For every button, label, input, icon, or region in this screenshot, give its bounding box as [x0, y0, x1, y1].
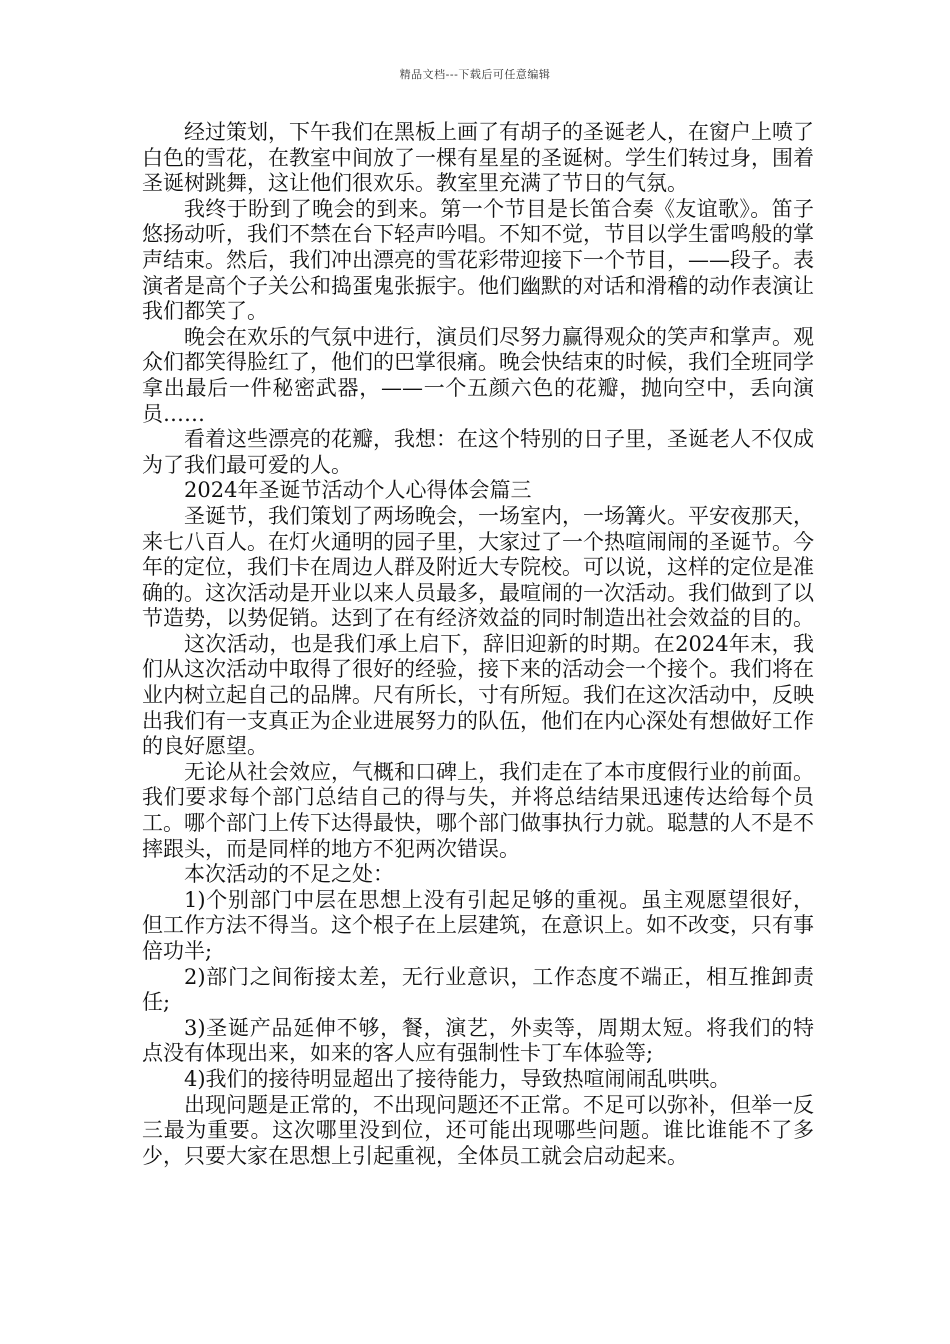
- paragraph: 本次活动的不足之处：: [184, 862, 394, 887]
- paragraph: 无论从社会效应，气概和口碑上，我们走在了本市度假行业的前面。我们要求每个部门总结自己的得与失，并将总结结果迅速传达给每个员工。哪个部门上传下达得最快，哪个部门做事执行力就。聪慧的人不是不摔跟头，而是同样的地方不犯两次错误。: [142, 759, 814, 861]
- list-item: 1)个别部门中层在思想上没有引起足够的重视。虽主观愿望很好，但工作方法不得当。这个根子在上层建筑，在意识上。如不改变，只有事倍功半;: [142, 887, 814, 963]
- paragraph: 我终于盼到了晚会的到来。第一个节目是长笛合奏《友谊歌》。笛子悠扬动听，我们不禁在台下轻声吟唱。不知不觉，节目以学生雷鸣般的掌声结束。然后，我们冲出漂亮的雪花彩带迎接下一个节目，——段子。表演者是高个子关公和捣蛋鬼张振宇。他们幽默的对话和滑稽的动作表演让我们都笑了。: [142, 196, 814, 324]
- document-body: [142, 120, 814, 1169]
- paragraph: 晚会在欢乐的气氛中进行，演员们尽努力赢得观众的笑声和掌声。观众们都笑得脸红了，他们的巴掌很痛。晚会快结束的时候，我们全班同学拿出最后一件秘密武器，——一个五颜六色的花瓣，抛向空中，丢向演员……: [142, 324, 814, 426]
- list-item: 2)部门之间衔接太差，无行业意识，工作态度不端正，相互推卸责任;: [142, 964, 814, 1015]
- paragraph: 这次活动，也是我们承上启下，辞旧迎新的时期。在2024年末，我们从这次活动中取得了很好的经验，接下来的活动会一个接个。我们将在业内树立起自己的品牌。尺有所长，寸有所短。我们在这次活动中，反映出我们有一支真正为企业进展努力的队伍，他们在内心深处有想做好工作的良好愿望。: [142, 631, 814, 759]
- paragraph: 经过策划，下午我们在黑板上画了有胡子的圣诞老人，在窗户上喷了白色的雪花，在教室中间放了一棵有星星的圣诞树。学生们转过身，围着圣诞树跳舞，这让他们很欢乐。教室里充满了节日的气氛。: [142, 120, 814, 196]
- list-item: 3)圣诞产品延伸不够，餐，演艺，外卖等，周期太短。将我们的特点没有体现出来，如来的客人应有强制性卡丁车体验等;: [142, 1015, 814, 1066]
- paragraph: 出现问题是正常的，不出现问题还不正常。不足可以弥补，但举一反三最为重要。这次哪里没到位，还可能出现哪些问题。谁比谁能不了多少，只要大家在思想上引起重视，全体员工就会启动起来。: [142, 1092, 814, 1168]
- paragraph: 圣诞节，我们策划了两场晚会，一场室内，一场篝火。平安夜那天，来七八百人。在灯火通明的园子里，大家过了一个热喧闹闹的圣诞节。今年的定位，我们卡在周边人群及附近大专院校。可以说，这样的定位是准确的。这次活动是开业以来人员最多，最喧闹的一次活动。我们做到了以节造势，以势促销。达到了在有经济效益的同时制造出社会效益的目的。: [142, 503, 814, 631]
- list-item: 4)我们的接待明显超出了接待能力，导致热喧闹闹乱哄哄。: [184, 1066, 731, 1091]
- section-heading: 2024年圣诞节活动个人心得体会篇三: [184, 478, 532, 503]
- page-header: 精品文档---下载后可任意编辑: [399, 68, 551, 81]
- paragraph: 看着这些漂亮的花瓣，我想：在这个特别的日子里，圣诞老人不仅成为了我们最可爱的人。: [142, 427, 814, 477]
